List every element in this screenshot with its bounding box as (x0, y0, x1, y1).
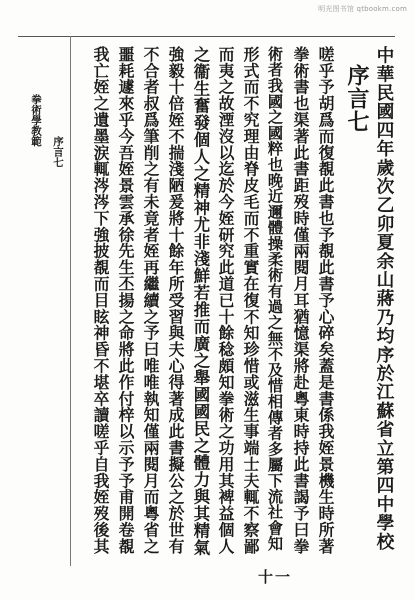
frame-side-rule (70, 36, 71, 566)
body-line-2: 拳術書也渠著此書距歿時僅兩閱月耳猶憶渠將赴粵東時持此書謁予曰拳 (291, 46, 310, 555)
body-line-9: 噩耗遽來乎今吾姪景雲承徐先生丕揚之命將此作付梓以示予予甫開卷覩 (116, 46, 135, 555)
preface-heading: 序言七 (344, 64, 370, 133)
body-line-7: 強毅十倍姪不揣淺陋爰將十餘年所受習與夫心得著成此書擬公之於世有 (166, 46, 185, 555)
body-line-10: 我亡姪之遺墨涙輒涔涔下強披覩而目眩神昏不堪卒讀嗟乎自我姪歿後其 (91, 46, 110, 555)
watermark: 明光图书馆 qtbookm.com (318, 5, 407, 13)
body-line-6: 之衞生奮發個人之精神尤非淺鮮若推而廣之舉國國民之體力與其精氣 (191, 46, 210, 556)
body-line-5: 而夷之故湮沒以迄於今姪研究此道已十餘稔頗知拳術之功用其裨益個人 (216, 46, 235, 555)
body-line-4: 形式而不究理由脊皮毛而不重實在復不知珍惜或滋生事端士夫輒不察鄙 (241, 46, 260, 555)
running-section: 序言七 (52, 136, 64, 168)
body-line-1: 嗟乎予胡爲而復覩此書也予覩此書予心碎矣蓋是書係我姪景機生時所著 (316, 46, 335, 555)
page-number: 十一 (258, 568, 293, 586)
body-line-3: 術者我國之國粹也晚近邇體操柔術有過之無不及惜相傳者多屬下流社會知 (266, 46, 284, 552)
body-line-8: 不合者叔爲筆削之有未竟者姪再繼續之予曰唯唯執知僅兩閱月而粵省之 (141, 46, 160, 555)
frame-top-rule (18, 36, 395, 37)
running-title: 拳術學教範 (30, 94, 42, 147)
preface-dateline: 中華民國四年歲次乙卯夏余山蔣乃均序於江蘇省立第四中學校 (374, 46, 395, 551)
